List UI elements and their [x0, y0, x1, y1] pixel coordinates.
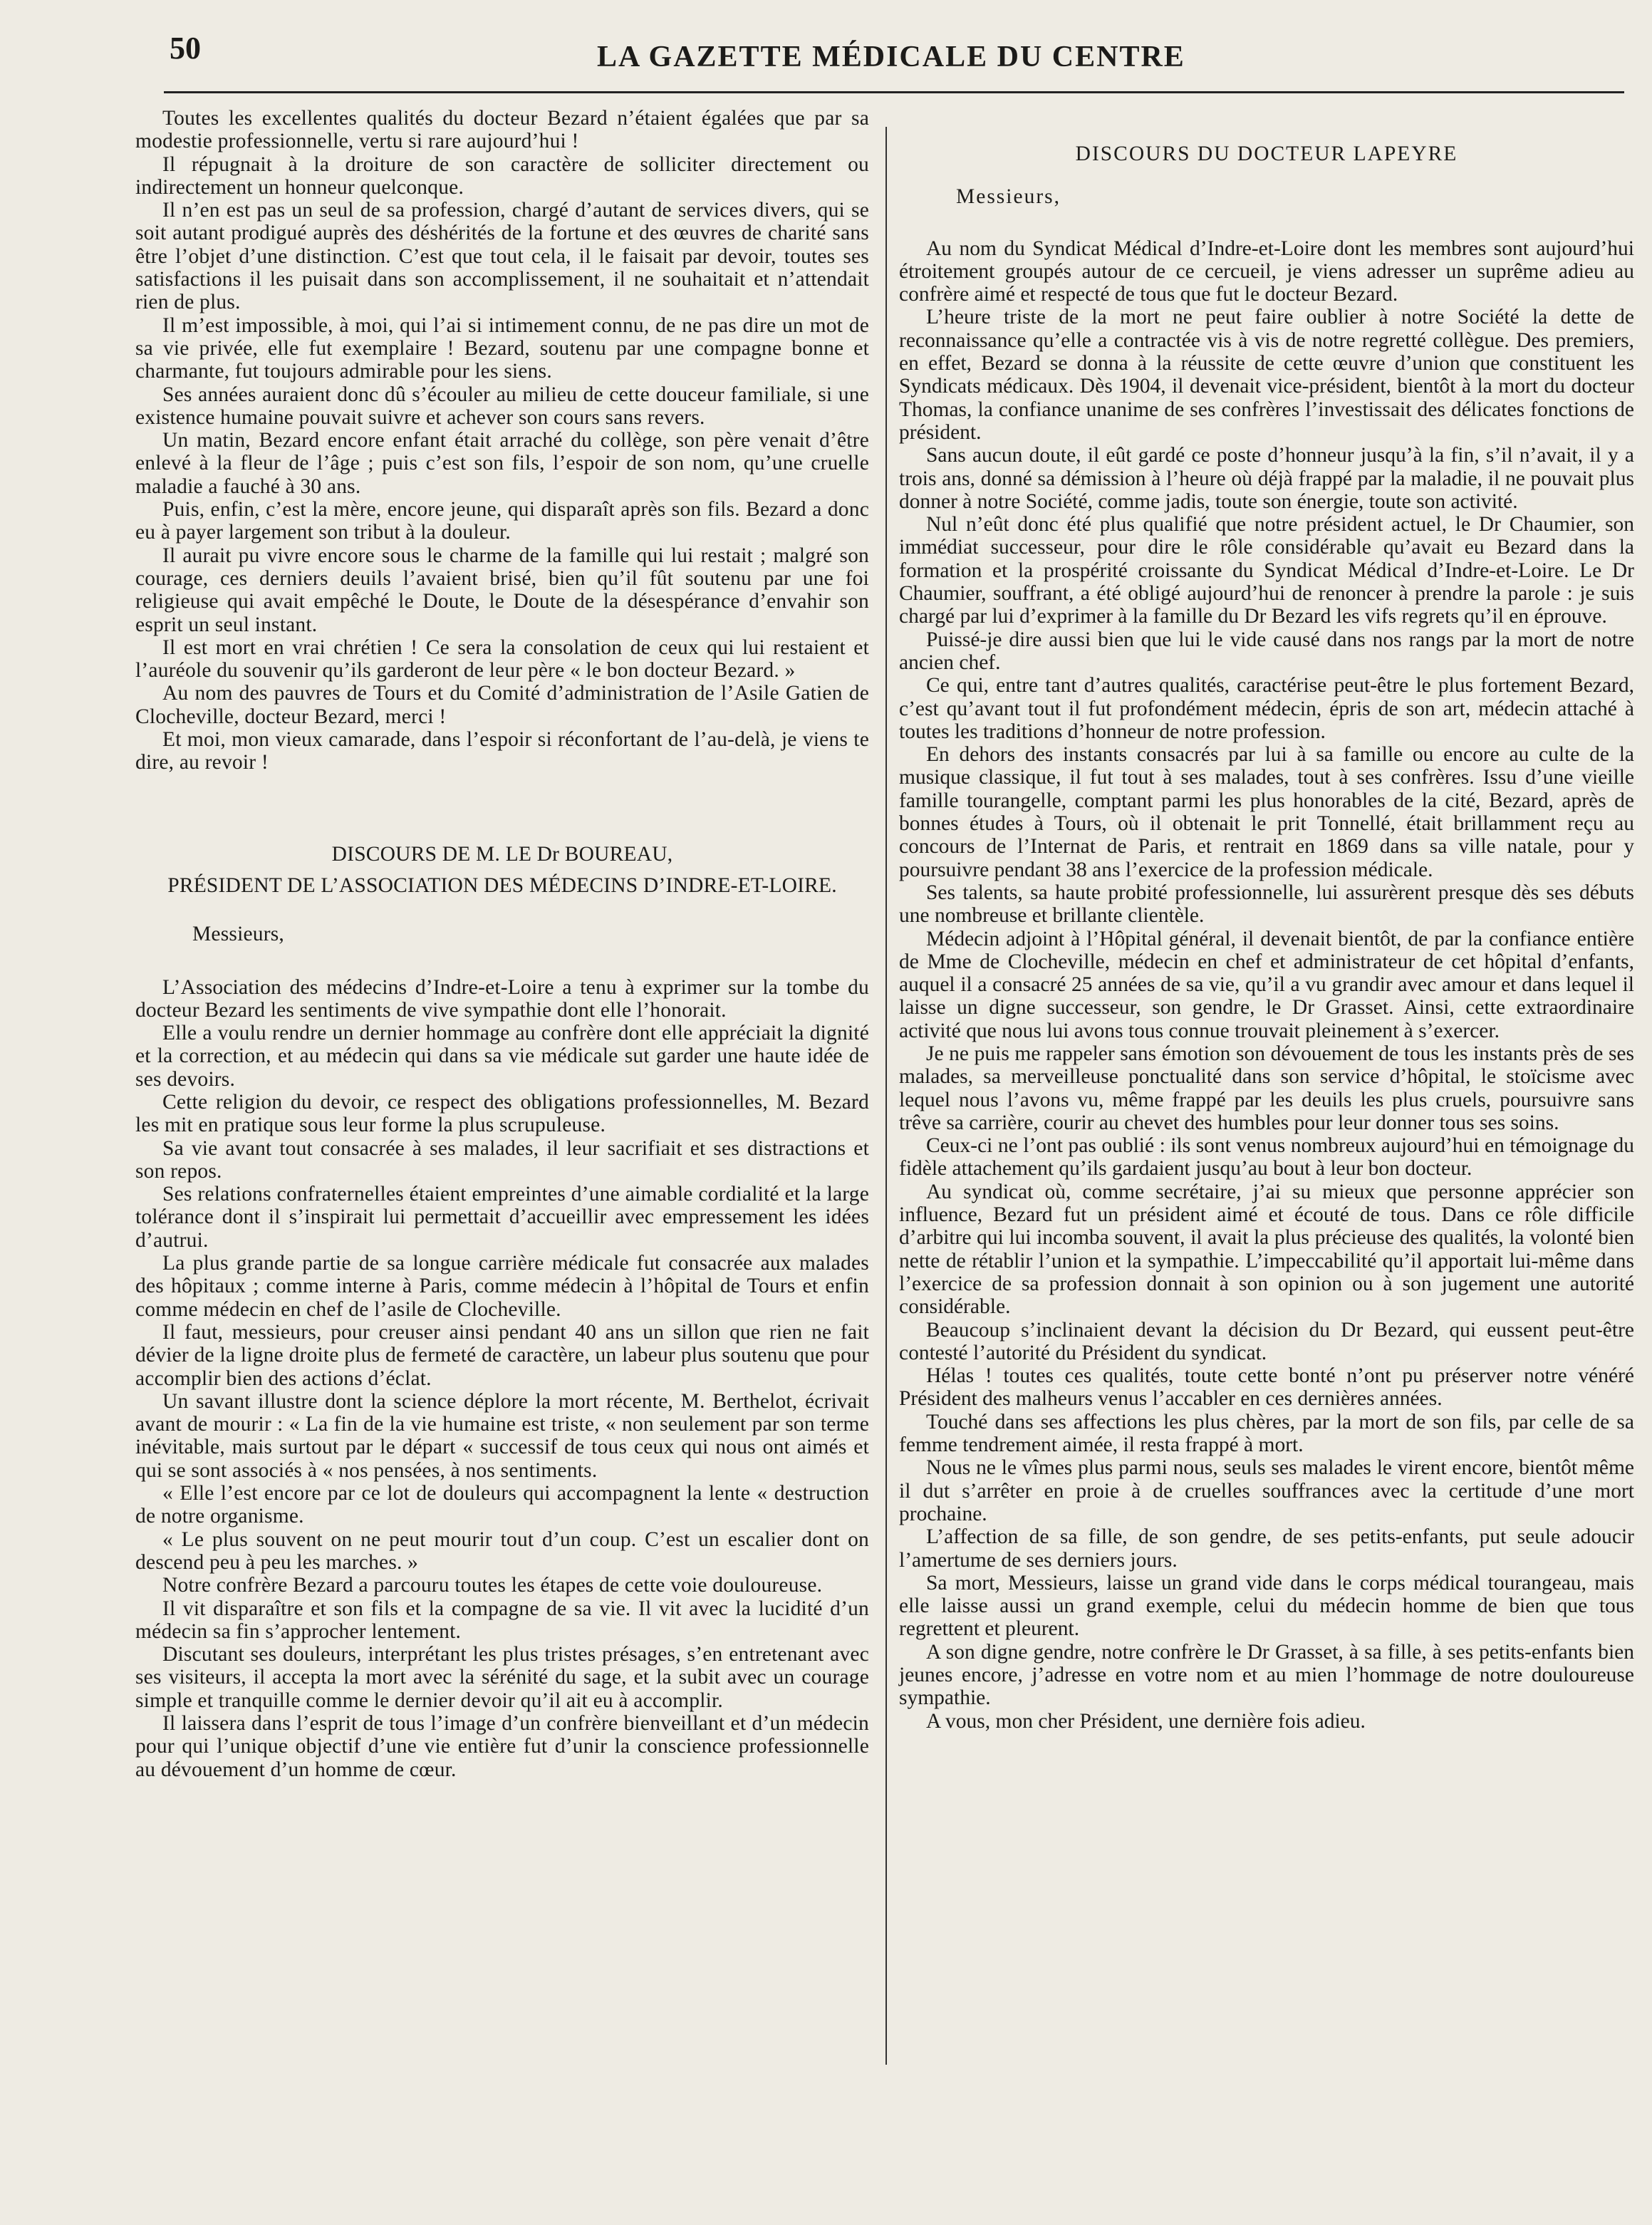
- paragraph: « Le plus souvent on ne peut mourir tout d’un coup. C’est un escalier dont on descend peu à peu les marches. »: [135, 1528, 869, 1574]
- header-rule: [164, 91, 1624, 93]
- paragraph: Ses talents, sa haute probité professionnelle, lui assurèrent presque dès ses débuts une nombreuse et brillante clientèle.: [899, 881, 1634, 928]
- paragraph: Au nom du Syndicat Médical d’Indre-et-Loire dont les membres sont aujourd’hui étroitement groupés autour de ce cercueil, je viens adresser un suprême adieu au confrère aimé et respecté de tous que fut le docteur Bezard.: [899, 237, 1634, 306]
- paragraph: Il laissera dans l’esprit de tous l’image d’un confrère bienveillant et d’un médecin pour qui l’unique objectif d’une vie entière fut d’unir la conscience professionnelle au dévouement d’un homme de cœur.: [135, 1712, 869, 1781]
- paragraph: Ses années auraient donc dû s’écouler au milieu de cette douceur familiale, si une existence humaine pouvait suivre et achever son cours sans revers.: [135, 383, 869, 429]
- section-title-boureau: DISCOURS DE M. LE Dr BOUREAU,: [331, 842, 673, 866]
- paragraph: L’heure triste de la mort ne peut faire oublier à notre Société la dette de reconnaissance qu’elle a contractée vis à vis de notre regretté collègue. Des premiers, en effet, Bezard se donna à la réussite de cette œuvre d’union que constituent les Syndicats médicaux. Dès 1904, il devenait vice-président, bientôt à la mort du docteur Thomas, la confiance unanime de ses confrères l’investissait des délicates fonctions de président.: [899, 306, 1634, 444]
- paragraph: Un matin, Bezard encore enfant était arraché du collège, son père venait d’être enlevé à la fleur de l’âge ; puis c’est son fils, l’espoir de son nom, qu’une cruelle maladie a fauché à 30 ans.: [135, 429, 869, 498]
- paragraph: Il aurait pu vivre encore sous le charme de la famille qui lui restait ; malgré son courage, ces derniers deuils l’avaient brisé, bien qu’il fût soutenu par une foi religieuse qui avait empêché le Doute, le Doute de la désespérance d’envahir son esprit un seul instant.: [135, 544, 869, 636]
- paragraph: Puis, enfin, c’est la mère, encore jeune, qui disparaît après son fils. Bezard a donc eu à payer largement son tribut à la douleur.: [135, 498, 869, 544]
- page-number: 50: [170, 31, 201, 66]
- paragraph: A son digne gendre, notre confrère le Dr Grasset, à sa fille, à ses petits-enfants bien jeunes encore, j’adresse en votre nom et au mien l’hommage de notre douloureuse sympathie.: [899, 1640, 1634, 1710]
- section-title-lapeyre: DISCOURS DU DOCTEUR LAPEYRE: [1075, 142, 1458, 165]
- paragraph: Ce qui, entre tant d’autres qualités, caractérise peut-être le plus fortement Bezard, c’est qu’avant tout il fut profondément médecin, épris de son art, médecin attaché à toutes les traditions d’honneur de notre profession.: [899, 674, 1634, 743]
- paragraph: Il vit disparaître et son fils et la compagne de sa vie. Il vit avec la lucidité d’un médecin sa fin s’approcher lentement.: [135, 1597, 869, 1643]
- paragraph: « Elle l’est encore par ce lot de douleurs qui accompagnent la lente « destruction de notre organisme.: [135, 1482, 869, 1528]
- paragraph: Nul n’eût donc été plus qualifié que notre président actuel, le Dr Chaumier, son immédiat successeur, pour dire le rôle considérable qu’avait eu Bezard dans la formation et la prospérité croissante du Syndicat Médical d’Indre-et-Loire. Le Dr Chaumier, souffrant, a été obligé aujourd’hui de renoncer à prendre la parole : je suis chargé par lui d’exprimer à la famille du Dr Bezard les vifs regrets qu’il en éprouve.: [899, 513, 1634, 628]
- paragraph: Notre confrère Bezard a parcouru toutes les étapes de cette voie douloureuse.: [162, 1574, 823, 1597]
- salutation: Messieurs,: [956, 185, 1061, 209]
- section-subtitle-boureau: PRÉSIDENT DE L’ASSOCIATION DES MÉDECINS D’INDRE-ET-LOIRE.: [167, 873, 837, 897]
- paragraph: Et moi, mon vieux camarade, dans l’espoir si réconfortant de l’au-delà, je viens te dire, au revoir !: [135, 728, 869, 774]
- paragraph: Nous ne le vîmes plus parmi nous, seuls ses malades le virent encore, bientôt même il dut s’arrêter en proie à de cruelles souffrances avec la certitude d’une mort prochaine.: [899, 1456, 1634, 1525]
- paragraph: Sa vie avant tout consacrée à ses malades, il leur sacrifiait et ses distractions et son repos.: [135, 1136, 869, 1183]
- paragraph: Au syndicat où, comme secrétaire, j’ai su mieux que personne apprécier son influence, Bezard fut un président aimé et écouté de tous. Dans ce rôle difficile d’arbitre qui lui incomba souvent, il avait la plus précieuse des qualités, la volonté bien nette de rétablir l’union et la sympathie. L’impeccabilité qu’il apportait lui-même dans l’exercice de sa profession donnait à son opinion ou à son jugement une autorité considérable.: [899, 1180, 1634, 1319]
- paragraph: Il n’en est pas un seul de sa profession, chargé d’autant de services divers, qui se soit autant prodigué auprès des déshérités de la fortune et des œuvres de charité sans être l’objet d’une distinction. C’est que tout cela, il le faisait par devoir, toutes ses satisfactions il les puisait dans son accomplissement, il ne souhaitait et n’attendait rien de plus.: [135, 199, 869, 314]
- paragraph: Sans aucun doute, il eût gardé ce poste d’honneur jusqu’à la fin, s’il n’avait, il y a trois ans, donné sa démission à l’heure où déjà frappé par la maladie, il ne pouvait plus donner à notre Société, comme jadis, toute son énergie, toute son activité.: [899, 444, 1634, 513]
- paragraph: Touché dans ses affections les plus chères, par la mort de son fils, par celle de sa femme tendrement aimée, il resta frappé à mort.: [899, 1410, 1634, 1457]
- paragraph: Il est mort en vrai chrétien ! Ce sera la consolation de ceux qui lui restaient et l’auréole du souvenir qu’ils garderont de leur père « le bon docteur Bezard. »: [135, 636, 869, 683]
- paragraph: Elle a voulu rendre un dernier hommage au confrère dont elle appréciait la dignité et la correction, et au médecin qui dans sa vie médicale sut garder une haute idée de ses devoirs.: [135, 1022, 869, 1091]
- right-column: [899, 121, 1634, 1733]
- page-header: [170, 30, 1594, 80]
- paragraph: La plus grande partie de sa longue carrière médicale fut consacrée aux malades des hôpitaux ; comme interne à Paris, comme médecin à l’hôpital de Tours et enfin comme médecin en chef de l’asile de Clocheville.: [135, 1252, 869, 1321]
- paragraph: Puissé-je dire aussi bien que lui le vide causé dans nos rangs par la mort de notre ancien chef.: [899, 628, 1634, 674]
- column-divider: [885, 127, 887, 2065]
- paragraph: Cette religion du devoir, ce respect des obligations professionnelles, M. Bezard les mit en pratique sous leur forme la plus scrupuleuse.: [135, 1090, 869, 1137]
- journal-title: LA GAZETTE MÉDICALE DU CENTRE: [597, 41, 1185, 73]
- paragraph: Discutant ses douleurs, interprétant les plus tristes présages, s’en entretenant avec ses visiteurs, il accepta la mort avec la sérénité du sage, et la subit avec un courage simple et tranquille comme le dernier devoir qu’il ait eu à accomplir.: [135, 1643, 869, 1712]
- paragraph: L’affection de sa fille, de son gendre, de ses petits-enfants, put seule adoucir l’amertume de ses derniers jours.: [899, 1525, 1634, 1572]
- paragraph: Je ne puis me rappeler sans émotion son dévouement de tous les instants près de ses malades, sa merveilleuse ponctualité dans son service d’hôpital, le stoïcisme avec lequel nous l’avons vu, même frappé par les deuils les plus cruels, poursuivre sans trêve sa carrière, courir au chevet des humbles pour leur donner tous ses soins.: [899, 1042, 1634, 1134]
- paragraph: Beaucoup s’inclinaient devant la décision du Dr Bezard, qui eussent peut-être contesté l’autorité du Président du syndicat.: [899, 1318, 1634, 1364]
- paragraph: A vous, mon cher Président, une dernière fois adieu.: [926, 1709, 1366, 1733]
- paragraph: Il m’est impossible, à moi, qui l’ai si intimement connu, de ne pas dire un mot de sa vie privée, elle fut exemplaire ! Bezard, soutenu par une compagne bonne et charmante, fut toujours admirable pour les siens.: [135, 313, 869, 383]
- left-column: [135, 107, 869, 1781]
- paragraph: Médecin adjoint à l’Hôpital général, il devenait bientôt, de par la confiance entière de Mme de Clocheville, médecin en chef et administrateur de cet hôpital d’enfants, auquel il a consacré 25 années de sa vie, qu’il a vu grandir avec amour et dans lequel il laisse un digne successeur, son gendre, le Dr Grasset. Ainsi, cette extraordinaire activité que nous lui avons tous connue trouvait pleinement à s’exercer.: [899, 927, 1634, 1042]
- paragraph: En dehors des instants consacrés par lui à sa famille ou encore au culte de la musique classique, il fut tout à ses malades, tout à ses confrères. Issu d’une vieille famille tourangelle, comptant parmi les plus honorables de la cité, Bezard, après de bonnes études à Tours, où il obtenait le prit Tonnellé, était brillamment reçu au concours de l’Internat de Paris, et rentrait en 1869 dans sa ville natale, pour y poursuivre pendant 38 ans l’exercice de la profession médicale.: [899, 743, 1634, 881]
- paragraph: Au nom des pauvres de Tours et du Comité d’administration de l’Asile Gatien de Clocheville, docteur Bezard, merci !: [135, 682, 869, 728]
- salutation: Messieurs,: [192, 923, 285, 946]
- paragraph: Il répugnait à la droiture de son caractère de solliciter directement ou indirectement un honneur quelconque.: [135, 152, 869, 199]
- paragraph: Il faut, messieurs, pour creuser ainsi pendant 40 ans un sillon que rien ne fait dévier de la ligne droite plus de fermeté de caractère, un labeur plus soutenu que pour accomplir bien des actions d’éclat.: [135, 1320, 869, 1390]
- paragraph: Toutes les excellentes qualités du docteur Bezard n’étaient égalées que par sa modestie professionnelle, vertu si rare aujourd’hui !: [135, 107, 869, 153]
- paragraph: Sa mort, Messieurs, laisse un grand vide dans le corps médical tourangeau, mais elle laisse aussi un grand exemple, celui du médecin homme de bien que tous regrettent et pleurent.: [899, 1571, 1634, 1641]
- paragraph: Hélas ! toutes ces qualités, toute cette bonté n’ont pu préserver notre vénéré Président des malheurs venus l’accabler en ces dernières années.: [899, 1364, 1634, 1411]
- paragraph: L’Association des médecins d’Indre-et-Loire a tenu à exprimer sur la tombe du docteur Bezard les sentiments de vive sympathie dont elle l’honorait.: [135, 975, 869, 1022]
- paragraph: Ceux-ci ne l’ont pas oublié : ils sont venus nombreux aujourd’hui en témoignage du fidèle attachement qu’ils gardaient jusqu’au bout à leur bon docteur.: [899, 1134, 1634, 1181]
- paragraph: Un savant illustre dont la science déplore la mort récente, M. Berthelot, écrivait avant de mourir : « La fin de la vie humaine est triste, « non seulement par son terme inévitable, mais surtout par le départ « successif de tous ceux qui nous ont aimés et qui se sont associés à « nos pensées, à nos sentiments.: [135, 1389, 869, 1482]
- paragraph: Ses relations confraternelles étaient empreintes d’une aimable cordialité et la large tolérance dont il s’inspirait lui permettait d’accueillir avec empressement les idées d’autrui.: [135, 1183, 869, 1252]
